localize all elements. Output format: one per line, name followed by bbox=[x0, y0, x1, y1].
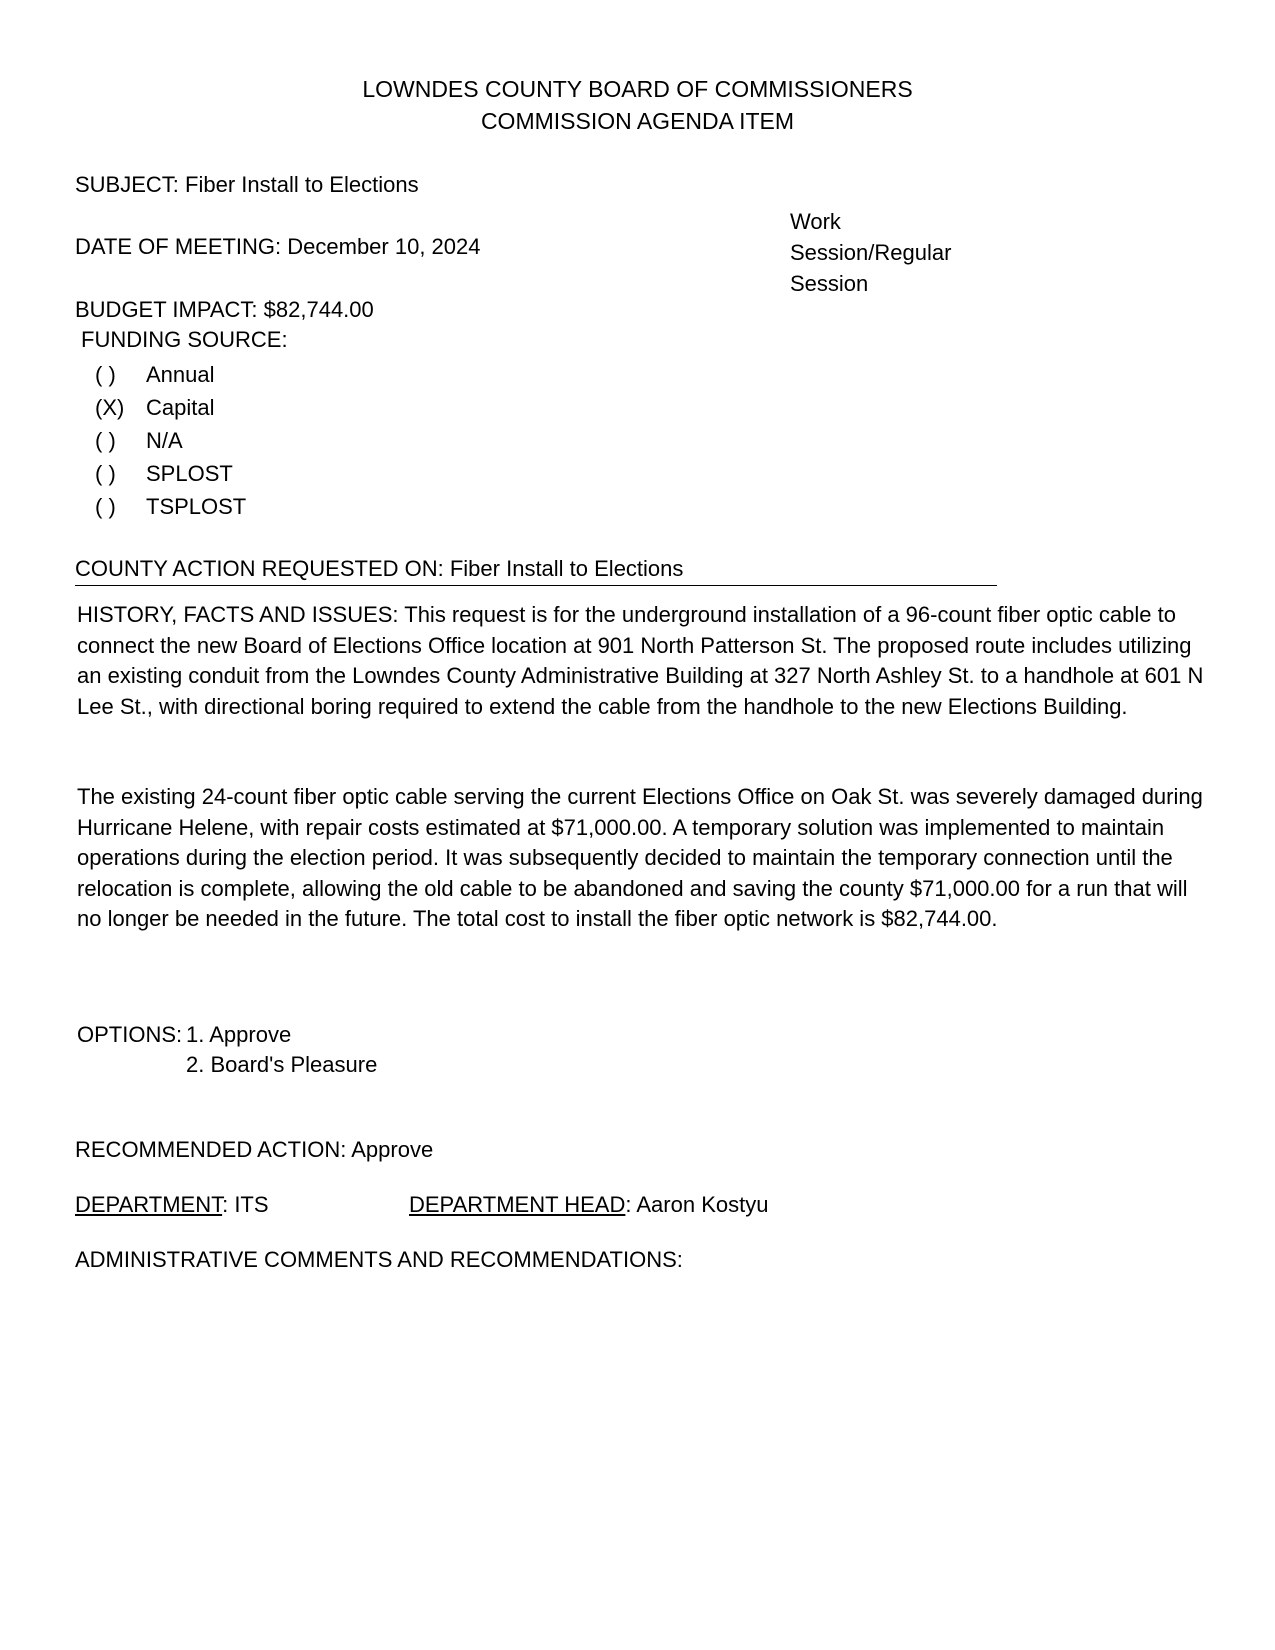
funding-option-label: Capital bbox=[146, 395, 215, 420]
funding-option-label: N/A bbox=[146, 428, 183, 453]
subject-line: SUBJECT: Fiber Install to Elections bbox=[75, 172, 419, 197]
session-type: Work Session/Regular Session bbox=[790, 209, 952, 296]
department-line bbox=[75, 1190, 269, 1220]
department-label: DEPARTMENT bbox=[75, 1192, 223, 1217]
header-title: LOWNDES COUNTY BOARD OF COMMISSIONERS bbox=[362, 76, 913, 102]
section-divider bbox=[75, 585, 997, 586]
department-head-line bbox=[409, 1190, 768, 1220]
header-subtitle: COMMISSION AGENDA ITEM bbox=[480, 108, 795, 134]
history-facts-issues: HISTORY, FACTS AND ISSUES: This request is for the underground installation of a 96-count fiber optic cable to connect the new Board of Elections Office location at 901 North Patterson St. The proposed route includes utilizing an existing conduit from the Lowndes County Administrative Building at 327 North Ashley St. to a handhole at 601 N Lee St., with directional boring required to extend the cable from the handhole to the new Elections Building. bbox=[77, 602, 1204, 719]
recommended-action: RECOMMENDED ACTION: Approve bbox=[75, 1137, 434, 1162]
department-value: : ITS bbox=[222, 1192, 269, 1217]
county-action-requested: COUNTY ACTION REQUESTED ON: Fiber Install to Elections bbox=[75, 556, 684, 581]
option-item: 1. Approve bbox=[186, 1022, 292, 1047]
funding-checkbox-mark: ( ) bbox=[95, 461, 116, 486]
funding-checkbox-mark: (X) bbox=[95, 395, 125, 420]
funding-source-label: FUNDING SOURCE: bbox=[81, 327, 288, 352]
department-head-label: DEPARTMENT HEAD bbox=[409, 1192, 626, 1217]
options-label: OPTIONS: bbox=[77, 1022, 183, 1047]
funding-option-label: TSPLOST bbox=[146, 494, 247, 519]
administrative-comments: ADMINISTRATIVE COMMENTS AND RECOMMENDATIONS: bbox=[75, 1247, 683, 1272]
option-item: 2. Board's Pleasure bbox=[186, 1052, 378, 1077]
meeting-date: DATE OF MEETING: December 10, 2024 bbox=[75, 234, 481, 259]
funding-option-label: Annual bbox=[146, 362, 215, 387]
damage-explanation: The existing 24-count fiber optic cable serving the current Elections Office on Oak St. was severely damaged during Hurricane Helene, with repair costs estimated at $71,000.00. A temporary solution was implemented to maintain operations during the election period. It was subsequently decided to maintain the temporary connection until the relocation is complete, allowing the old cable to be abandoned and saving the county $71,000.00 for a run that will no longer be needed in the future. The total cost to install the fiber optic network is $82,744.00. bbox=[77, 784, 1203, 931]
funding-checkbox-mark: ( ) bbox=[95, 494, 116, 519]
funding-option-label: SPLOST bbox=[146, 461, 233, 486]
funding-checkbox-mark: ( ) bbox=[95, 428, 116, 453]
funding-checkbox-mark: ( ) bbox=[95, 362, 116, 387]
budget-impact: BUDGET IMPACT: $82,744.00 bbox=[75, 297, 374, 322]
department-head-value: : Aaron Kostyu bbox=[625, 1192, 769, 1217]
